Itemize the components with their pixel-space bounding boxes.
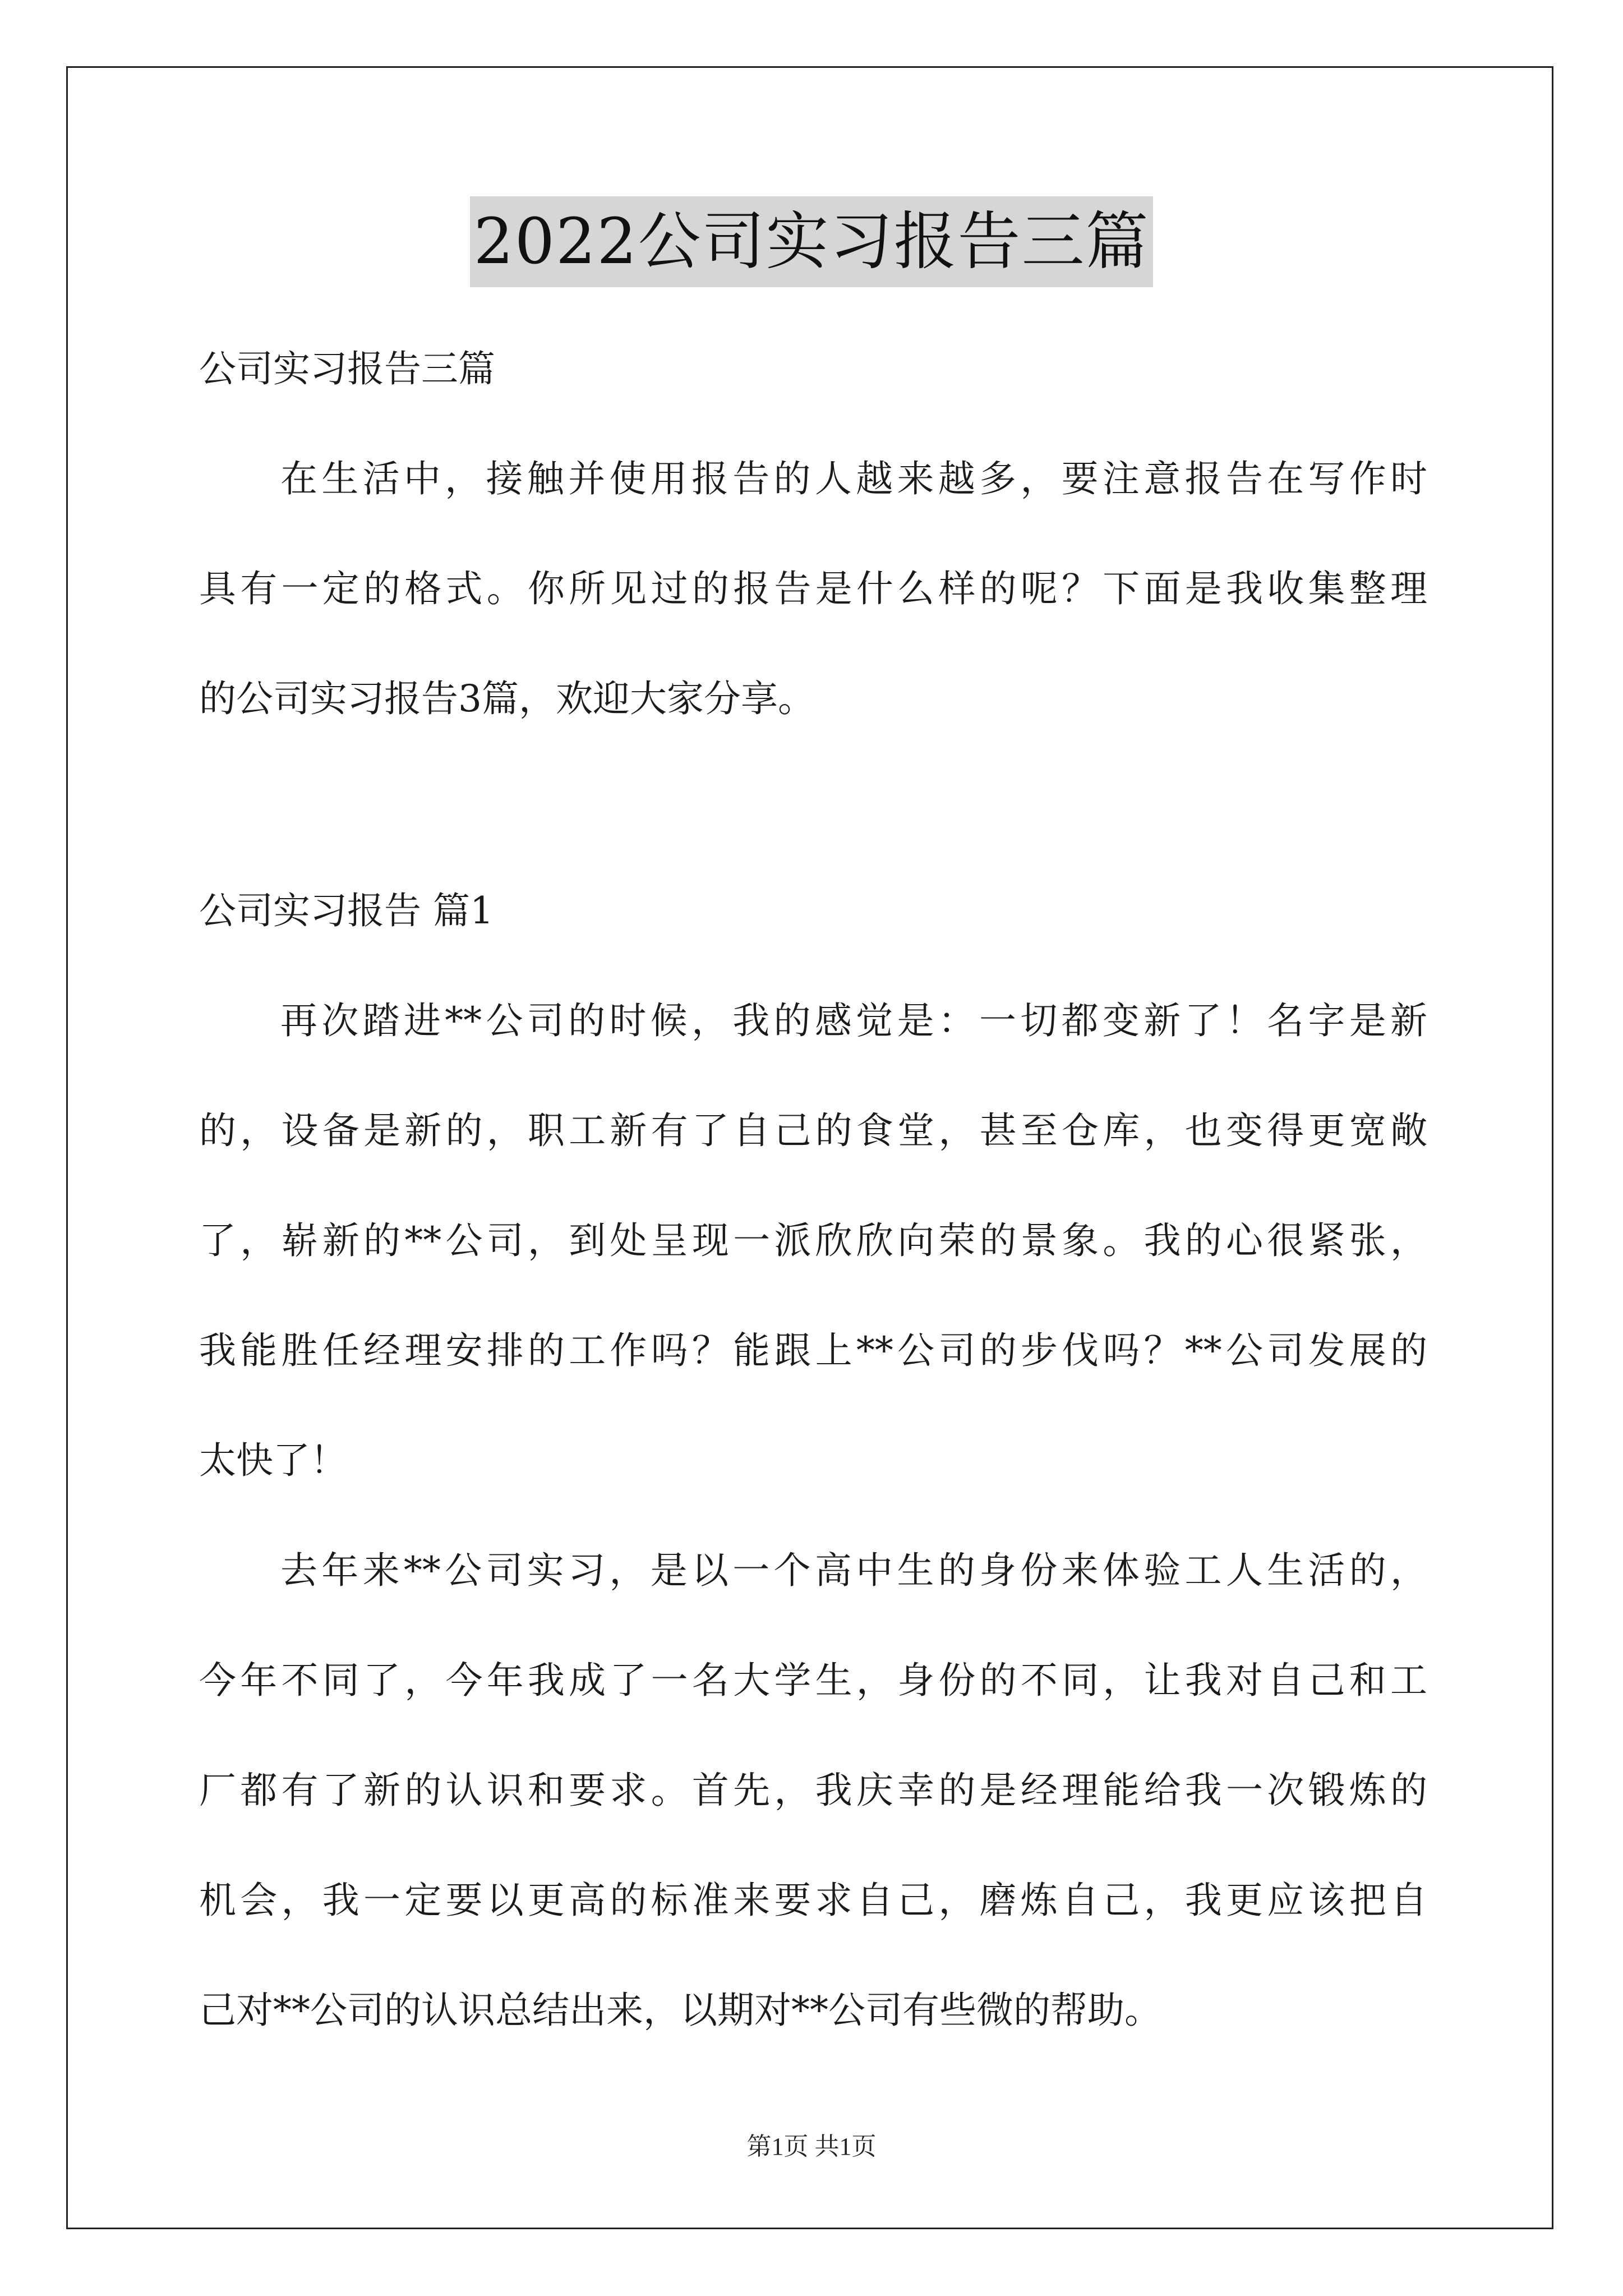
paragraph-line: 再次踏进**公司的时候，我的感觉是：一切都变新了！名字是新 (280, 999, 1427, 1042)
section-heading: 公司实习报告 篇1 (199, 889, 494, 932)
paragraph-line: 今年不同了，今年我成了一名大学生，身份的不同，让我对自己和工 (199, 1659, 1427, 1702)
paragraph-line: 机会，我一定要以更高的标准来要求自己，磨炼自己，我更应该把自 (199, 1879, 1427, 1922)
section-spacer (199, 754, 1427, 856)
section-paragraph (199, 1516, 1427, 2065)
paragraph-line: 我能胜任经理安排的工作吗？能跟上**公司的步伐吗？**公司发展的 (199, 1329, 1427, 1372)
paragraph-line: 己对**公司的认识总结出来，以期对**公司有些微的帮助。 (199, 1989, 1161, 2032)
document-body (199, 314, 1427, 2065)
title-container (0, 196, 1623, 287)
paragraph-line: 在生活中，接触并使用报告的人越来越多，要注意报告在写作时 (280, 457, 1427, 500)
section-paragraph (199, 966, 1427, 1516)
paragraph-line: 的公司实习报告3篇，欢迎大家分享。 (199, 677, 815, 720)
paragraph-line: 具有一定的格式。你所见过的报告是什么样的呢？下面是我收集整理 (199, 567, 1427, 610)
subtitle: 公司实习报告三篇 (199, 347, 495, 390)
paragraph-line: 了，崭新的**公司，到处呈现一派欣欣向荣的景象。我的心很紧张， (199, 1219, 1427, 1262)
page-footer: 第1页 共1页 (746, 2133, 877, 2160)
paragraph-line: 厂都有了新的认识和要求。首先，我庆幸的是经理能给我一次锻炼的 (199, 1769, 1427, 1812)
paragraph-line: 的，设备是新的，职工新有了自己的食堂，甚至仓库，也变得更宽敞 (199, 1109, 1427, 1152)
document-title: 2022公司实习报告三篇 (470, 196, 1152, 287)
intro-paragraph (199, 424, 1427, 754)
paragraph-line: 去年来**公司实习，是以一个高中生的身份来体验工人生活的， (280, 1549, 1427, 1592)
paragraph-line: 太快了！ (199, 1439, 347, 1482)
